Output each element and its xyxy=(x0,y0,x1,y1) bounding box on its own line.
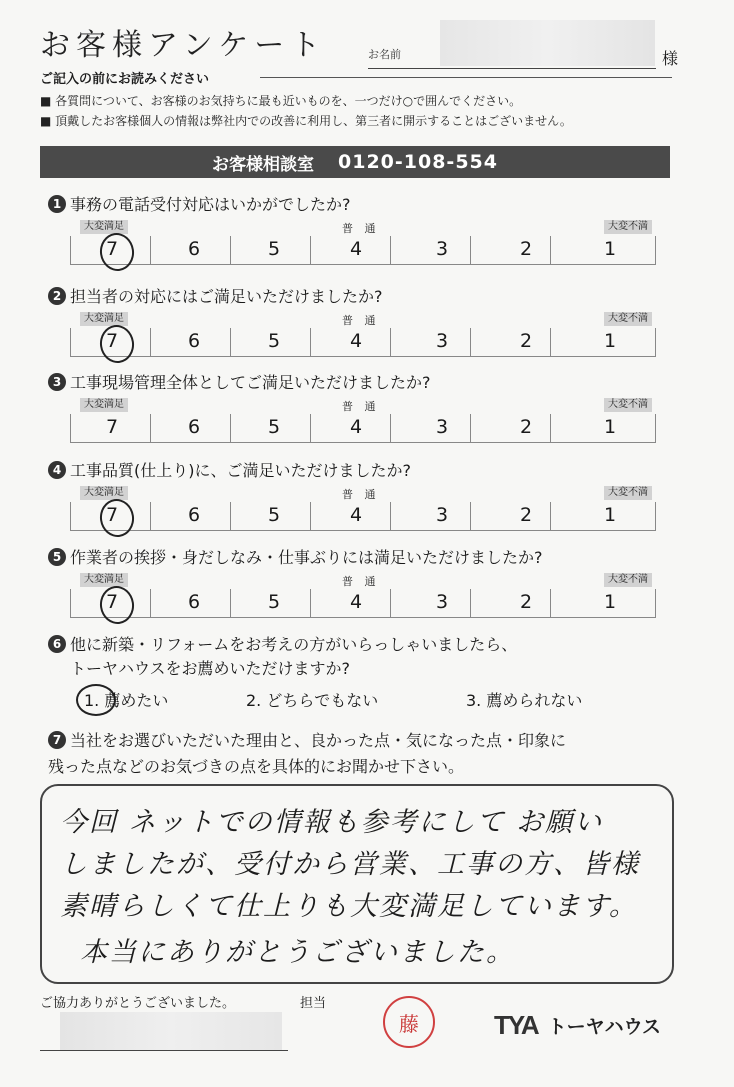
comment-line-1: 今回 ネットでの情報も参考にして お願い xyxy=(60,807,604,838)
rating-option-3[interactable]: 3 xyxy=(435,330,449,352)
notice-rule xyxy=(260,77,672,78)
scale-tick xyxy=(655,328,656,356)
scale-low-label: 大変不満 xyxy=(604,312,652,326)
rating-option-6[interactable]: 6 xyxy=(187,330,201,352)
sama-suffix: 様 xyxy=(662,49,679,68)
q6-option-2[interactable]: 2. どちらでもない xyxy=(246,691,379,710)
notice-bullet-1: ■ 各質問について、お客様のお気持ちに最も近いものを、一つだけ○で囲んでください。 xyxy=(40,94,522,108)
scale-tick xyxy=(230,502,231,530)
scale-high-label: 大変満足 xyxy=(80,312,128,326)
question-7 xyxy=(48,728,566,751)
scale-tick xyxy=(310,414,311,442)
hanko-seal: 藤 xyxy=(383,996,435,1048)
logo-mark: TYA xyxy=(494,1010,538,1040)
scale-tick xyxy=(230,589,231,617)
scale-high-label: 大変満足 xyxy=(80,486,128,500)
scale-tick xyxy=(550,414,551,442)
company-logo xyxy=(494,1010,661,1041)
scale-tick xyxy=(70,589,71,617)
rating-option-5[interactable]: 5 xyxy=(267,591,281,613)
question-text-3: 工事現場管理全体としてご満足いただけましたか? xyxy=(70,373,431,392)
question-text-4: 工事品質(仕上り)に、ご満足いただけましたか? xyxy=(70,461,411,480)
q6-option-3[interactable]: 3. 薦められない xyxy=(466,691,583,710)
question-text-1: 事務の電話受付対応はいかがでしたか? xyxy=(70,195,351,214)
rating-scale-5 xyxy=(70,573,656,623)
scale-mid-label: 普 通 xyxy=(342,488,380,501)
scale-tick xyxy=(150,414,151,442)
rating-option-5[interactable]: 5 xyxy=(267,330,281,352)
rating-option-5[interactable]: 5 xyxy=(267,238,281,260)
page-title: お客様アンケート xyxy=(40,28,327,63)
question-number-2: 2 xyxy=(48,287,66,305)
rating-option-4[interactable]: 4 xyxy=(349,591,363,613)
scale-tick xyxy=(230,328,231,356)
rating-option-5[interactable]: 5 xyxy=(267,504,281,526)
tanto-line xyxy=(40,1050,288,1051)
rating-option-2[interactable]: 2 xyxy=(519,591,533,613)
name-redacted xyxy=(440,20,655,66)
rating-option-2[interactable]: 2 xyxy=(519,238,533,260)
scale-mid-label: 普 通 xyxy=(342,400,380,413)
question-7-line2: 残った点などのお気づきの点を具体的にお聞かせ下さい。 xyxy=(48,757,465,776)
scale-tick xyxy=(310,328,311,356)
rating-option-3[interactable]: 3 xyxy=(435,416,449,438)
rating-scale-4 xyxy=(70,486,656,536)
scale-baseline xyxy=(70,442,656,443)
banner-phone: 0120-108-554 xyxy=(338,151,498,173)
question-6 xyxy=(48,632,517,655)
rating-option-2[interactable]: 2 xyxy=(519,330,533,352)
rating-option-1[interactable]: 1 xyxy=(603,591,617,613)
name-line xyxy=(368,68,656,69)
scale-tick xyxy=(470,414,471,442)
rating-option-4[interactable]: 4 xyxy=(349,330,363,352)
scale-high-label: 大変満足 xyxy=(80,398,128,412)
question-text-2: 担当者の対応にはご満足いただけましたか? xyxy=(70,287,383,306)
scale-tick xyxy=(470,328,471,356)
scale-tick xyxy=(550,328,551,356)
thanks-text: ご協力ありがとうございました。 xyxy=(40,996,236,1011)
scale-baseline xyxy=(70,264,656,265)
rating-scale-3 xyxy=(70,398,656,448)
scale-baseline xyxy=(70,356,656,357)
scale-tick xyxy=(390,328,391,356)
notice-heading: ご記入の前にお読みください xyxy=(40,72,210,87)
rating-option-7[interactable]: 7 xyxy=(105,330,119,352)
rating-option-2[interactable]: 2 xyxy=(519,416,533,438)
rating-option-1[interactable]: 1 xyxy=(603,238,617,260)
rating-option-6[interactable]: 6 xyxy=(187,416,201,438)
question-number-7: 7 xyxy=(48,731,66,749)
scale-high-label: 大変満足 xyxy=(80,573,128,587)
rating-option-4[interactable]: 4 xyxy=(349,416,363,438)
scale-tick xyxy=(310,236,311,264)
scale-tick xyxy=(150,589,151,617)
rating-option-7[interactable]: 7 xyxy=(105,238,119,260)
scale-tick xyxy=(150,236,151,264)
scale-tick xyxy=(230,414,231,442)
rating-option-1[interactable]: 1 xyxy=(603,330,617,352)
scale-tick xyxy=(390,236,391,264)
scale-tick xyxy=(70,502,71,530)
question-1 xyxy=(48,192,351,215)
question-2 xyxy=(48,284,383,307)
notice-bullet-2: ■ 頂戴したお客様個人の情報は弊社内での改善に利用し、第三者に開示することはございません。 xyxy=(40,114,572,128)
rating-option-5[interactable]: 5 xyxy=(267,416,281,438)
rating-scale-2 xyxy=(70,312,656,362)
scale-tick xyxy=(230,236,231,264)
scale-tick xyxy=(550,502,551,530)
scale-tick xyxy=(655,414,656,442)
rating-option-1[interactable]: 1 xyxy=(603,504,617,526)
scale-tick xyxy=(310,589,311,617)
question-7-line1: 当社をお選びいただいた理由と、良かった点・気になった点・印象に xyxy=(70,731,567,750)
rating-option-7[interactable]: 7 xyxy=(105,416,119,438)
scale-baseline xyxy=(70,617,656,618)
scale-tick xyxy=(550,236,551,264)
banner-label: お客様相談室 xyxy=(212,154,314,175)
scale-tick xyxy=(150,502,151,530)
tanto-redacted xyxy=(60,1012,282,1050)
scale-tick xyxy=(70,328,71,356)
scale-low-label: 大変不満 xyxy=(604,398,652,412)
rating-option-6[interactable]: 6 xyxy=(187,238,201,260)
rating-option-3[interactable]: 3 xyxy=(435,591,449,613)
question-5 xyxy=(48,545,543,568)
question-number-4: 4 xyxy=(48,461,66,479)
scale-low-label: 大変不満 xyxy=(604,573,652,587)
scale-tick xyxy=(655,589,656,617)
logo-text: トーヤハウス xyxy=(547,1016,662,1038)
scale-low-label: 大変不満 xyxy=(604,486,652,500)
rating-option-6[interactable]: 6 xyxy=(187,504,201,526)
question-number-6: 6 xyxy=(48,635,66,653)
name-label: お名前 xyxy=(368,48,401,61)
scale-tick xyxy=(150,328,151,356)
comment-line-2: しましたが、受付から営業、工事の方、皆様 xyxy=(60,849,640,880)
question-text-5: 作業者の挨拶・身だしなみ・仕事ぶりには満足いただけましたか? xyxy=(70,548,543,567)
rating-scale-1 xyxy=(70,220,656,270)
scale-tick xyxy=(310,502,311,530)
question-3 xyxy=(48,370,431,393)
scale-tick xyxy=(390,414,391,442)
scale-tick xyxy=(390,589,391,617)
scale-tick xyxy=(470,236,471,264)
rating-option-3[interactable]: 3 xyxy=(435,238,449,260)
scale-mid-label: 普 通 xyxy=(342,314,380,327)
rating-option-7[interactable]: 7 xyxy=(105,591,119,613)
comment-line-4: 本当にありがとうございました。 xyxy=(80,937,515,968)
rating-option-1[interactable]: 1 xyxy=(603,416,617,438)
scale-mid-label: 普 通 xyxy=(342,222,380,235)
rating-option-6[interactable]: 6 xyxy=(187,591,201,613)
scale-tick xyxy=(390,502,391,530)
rating-option-4[interactable]: 4 xyxy=(349,504,363,526)
rating-option-4[interactable]: 4 xyxy=(349,238,363,260)
question-number-5: 5 xyxy=(48,548,66,566)
scale-tick xyxy=(70,414,71,442)
question-number-1: 1 xyxy=(48,195,66,213)
rating-option-7[interactable]: 7 xyxy=(105,504,119,526)
question-6-line1: 他に新築・リフォームをお考えの方がいらっしゃいましたら、 xyxy=(70,635,518,654)
question-number-3: 3 xyxy=(48,373,66,391)
scale-tick xyxy=(655,502,656,530)
q6-option-1[interactable]: 1. 薦めたい xyxy=(84,691,169,710)
tanto-label: 担当 xyxy=(300,996,327,1011)
scale-tick xyxy=(655,236,656,264)
question-4 xyxy=(48,458,411,481)
scale-high-label: 大変満足 xyxy=(80,220,128,234)
scale-tick xyxy=(550,589,551,617)
rating-option-3[interactable]: 3 xyxy=(435,504,449,526)
scale-tick xyxy=(470,502,471,530)
scale-mid-label: 普 通 xyxy=(342,575,380,588)
scale-tick xyxy=(470,589,471,617)
scale-tick xyxy=(70,236,71,264)
contact-banner xyxy=(40,146,670,178)
scale-low-label: 大変不満 xyxy=(604,220,652,234)
question-6-line2: トーヤハウスをお薦めいただけますか? xyxy=(70,659,351,678)
comment-line-3: 素晴らしくて仕上りも大変満足しています。 xyxy=(60,891,638,922)
rating-option-2[interactable]: 2 xyxy=(519,504,533,526)
scale-baseline xyxy=(70,530,656,531)
